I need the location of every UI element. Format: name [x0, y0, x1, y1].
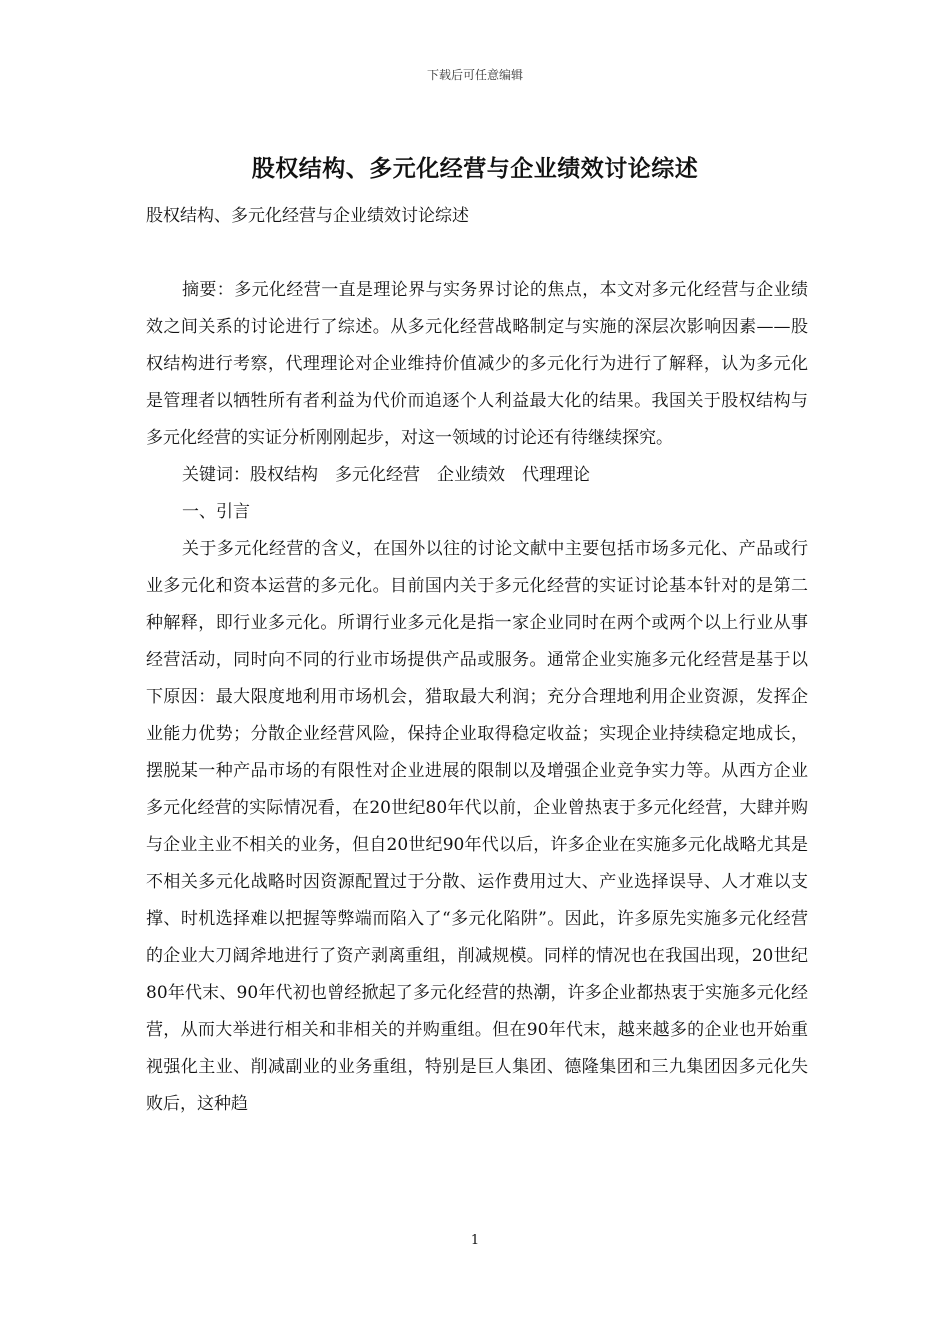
document-subtitle: 股权结构、多元化经营与企业绩效讨论综述: [146, 206, 469, 226]
section-heading: 一、引言: [182, 502, 250, 522]
page-number: 1: [470, 1233, 480, 1248]
document-body: [146, 272, 808, 1123]
document-title: 股权结构、多元化经营与企业绩效讨论综述: [251, 155, 699, 182]
body-paragraph: 关于多元化经营的含义，在国外以往的讨论文献中主要包括市场多元化、产品或行业多元化和资本运营的多元化。目前国内关于多元化经营的实证讨论基本针对的是第二种解释，即行业多元化。所谓行业多元化是指一家企业同时在两个或两个以上行业从事经营活动，同时向不同的行业市场提供产品或服务。通常企业实施多元化经营是基于以下原因：最大限度地利用市场机会，猎取最大利润；充分合理地利用企业资源，发挥企业能力优势；分散企业经营风险，保持企业取得稳定收益；实现企业持续稳定地成长，摆脱某一种产品市场的有限性对企业进展的限制以及增强企业竞争实力等。从西方企业多元化经营的实际情况看，在20世纪80年代以前，企业曾热衷于多元化经营，大肆并购与企业主业不相关的业务，但自20世纪90年代以后，许多企业在实施多元化战略尤其是不相关多元化战略时因资源配置过于分散、运作费用过大、产业选择误导、人才难以支撑、时机选择难以把握等弊端而陷入了“多元化陷阱”。因此，许多原先实施多元化经营的企业大刀阔斧地进行了资产剥离重组，削减规模。同样的情况也在我国出现，20世纪80年代末、90年代初也曾经掀起了多元化经营的热潮，许多企业都热衷于实施多元化经营，从而大举进行相关和非相关的并购重组。但在90年代末，越来越多的企业也开始重视强化主业、削减副业的业务重组，特别是巨人集团、德隆集团和三九集团因多元化失败后，这种趋: [146, 539, 808, 1114]
abstract-paragraph: 摘要：多元化经营一直是理论界与实务界讨论的焦点，本文对多元化经营与企业绩效之间关系的讨论进行了综述。从多元化经营战略制定与实施的深层次影响因素——股权结构进行考察，代理理论对企业维持价值减少的多元化行为进行了解释，认为多元化是管理者以牺牲所有者利益为代价而追逐个人利益最大化的结果。我国关于股权结构与多元化经营的实证分析刚刚起步，对这一领域的讨论还有待继续探究。: [146, 280, 808, 448]
header-note: 下载后可任意编辑: [426, 68, 523, 82]
keywords-line: 关键词：股权结构 多元化经营 企业绩效 代理理论: [182, 465, 590, 485]
